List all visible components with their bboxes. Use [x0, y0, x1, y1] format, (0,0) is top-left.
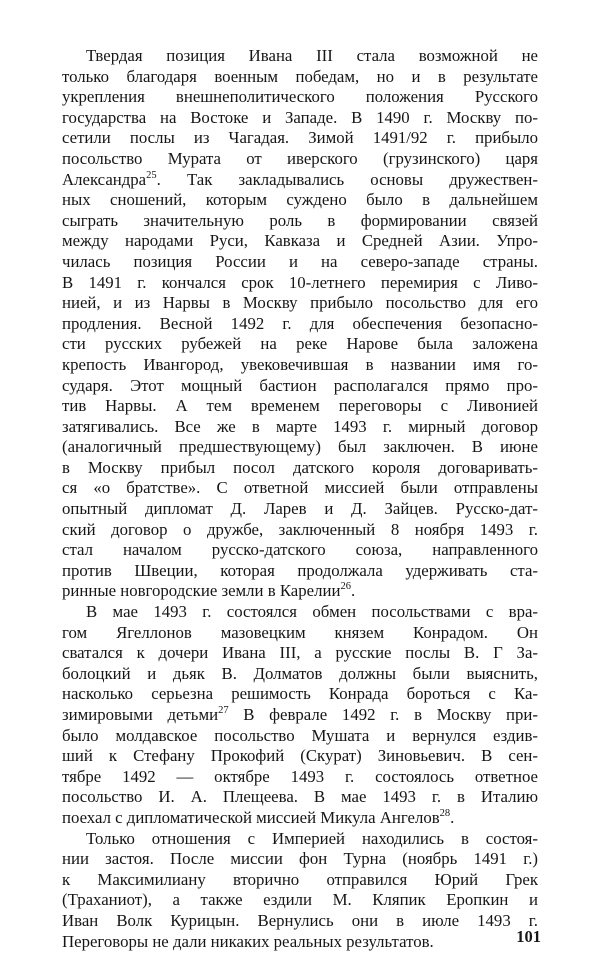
text-line — [62, 334, 538, 355]
line-text-continued: В феврале 1492 г. в Москву при- — [228, 705, 538, 724]
footnote-marker: 25 — [146, 169, 157, 181]
line-text-continued: . Так закладывались основы дружествен- — [156, 169, 538, 189]
text-line — [62, 314, 538, 335]
text-line — [62, 499, 538, 520]
text-line — [62, 787, 538, 808]
line-text: болоцкий и дьяк В. Долматов должны были выяснить, — [62, 663, 538, 683]
text-line — [62, 829, 538, 850]
line-text: между народами Руси, Кавказа и Средней Азии. Упро- — [62, 231, 538, 251]
line-text: в Москву прибыл посол датского короля договаривать- — [62, 457, 538, 477]
text-line — [62, 684, 538, 705]
text-line — [62, 911, 538, 932]
line-text-continued: . — [350, 581, 356, 601]
text-line — [62, 540, 538, 561]
text-line — [62, 190, 538, 211]
text-line — [62, 705, 538, 726]
line-text: Переговоры не дали никаких реальных результатов. — [62, 931, 434, 951]
line-text: было молдавское посольство Мушата и вернулся ездив- — [62, 725, 538, 745]
text-line — [62, 849, 538, 870]
text-line — [62, 149, 538, 170]
text-line — [62, 581, 538, 602]
line-text: крепость Ивангород, увековечившая в названии имя го- — [62, 354, 538, 374]
line-text: укрепления внешнеполитического положения Русского — [62, 87, 538, 107]
text-line — [62, 602, 538, 623]
text-line — [62, 932, 538, 953]
line-text: посольство И. А. Плещеева. В мае 1493 г. в Италию — [62, 787, 538, 807]
text-line — [62, 396, 538, 417]
text-line — [62, 252, 538, 273]
text-line — [62, 561, 538, 582]
line-text: ся «о братстве». С ответной миссией были отправлены — [62, 478, 538, 498]
line-text: сти русских рубежей на реке Нарове была заложена — [62, 334, 538, 354]
line-text: сударя. Этот мощный бастион располагался прямо про- — [62, 375, 538, 395]
line-text: ринные новгородские земли в Карелии — [62, 581, 341, 601]
line-text: затягивались. Все же в марте 1493 г. мирный договор — [62, 416, 538, 436]
text-line — [62, 211, 538, 232]
text-line — [62, 520, 538, 541]
text-line — [62, 458, 538, 479]
page-text — [62, 46, 538, 952]
line-text: ский договор о дружбе, заключенный 8 ноября 1493 г. — [62, 519, 538, 539]
line-text: насколько серьезна решимость Конрада бороться с Ка- — [62, 684, 538, 704]
text-line — [62, 231, 538, 252]
text-line — [62, 417, 538, 438]
line-text: Александра — [62, 169, 147, 189]
line-text: сетили послы из Чагадая. Зимой 1491/92 г. прибыло — [62, 128, 538, 148]
footnote-marker: 27 — [218, 705, 229, 716]
text-line — [62, 355, 538, 376]
text-line — [62, 67, 538, 88]
text-line — [62, 437, 538, 458]
line-text: Твердая позиция Ивана III стала возможной не — [86, 46, 538, 65]
footnote-marker: 28 — [439, 807, 451, 819]
line-text: поехал с дипломатической миссией Микула Ангелов — [62, 807, 440, 827]
line-text: продления. Весной 1492 г. для обеспечения безопасно- — [62, 313, 538, 333]
line-text: Иван Волк Курицын. Вернулись они в июле 1493 г. — [62, 910, 538, 930]
text-line — [62, 87, 538, 108]
line-text: гом Ягеллонов мазовецким князем Конрадом. Он — [62, 622, 538, 642]
line-text: нией, и из Нарвы в Москву прибыло посольство для его — [62, 293, 538, 313]
text-line — [62, 664, 538, 685]
line-text: ных сношений, которым суждено было в дальнейшем — [62, 190, 538, 210]
text-line — [62, 376, 538, 397]
line-text: к Максимилиану вторично отправился Юрий Грек — [62, 869, 538, 889]
text-line — [62, 726, 538, 747]
line-text: только благодаря военным победам, но и в результате — [62, 66, 538, 86]
line-text: (аналогичный предшествующему) был заключен. В июне — [62, 437, 538, 457]
text-line — [62, 478, 538, 499]
line-text: (Траханиот), а также ездили М. Кляпик Еропкин и — [62, 890, 538, 910]
text-line — [62, 273, 538, 294]
line-text: нии застоя. После миссии фон Турна (ноябрь 1491 г.) — [62, 849, 538, 869]
text-line — [62, 767, 538, 788]
line-text: В 1491 г. кончался срок 10-летнего перемирия с Ливо- — [62, 272, 538, 292]
paragraph — [62, 829, 538, 953]
line-text: тябре 1492 — октябре 1493 г. состоялось ответное — [62, 766, 538, 786]
text-line — [62, 293, 538, 314]
paragraph — [62, 602, 538, 829]
line-text: тив Нарвы. А тем временем переговоры с Ливонией — [62, 396, 538, 416]
line-text: против Швеции, которая продолжала удерживать ста- — [62, 560, 538, 580]
line-text: Только отношения с Империей находились в состоя- — [86, 828, 538, 848]
line-text-continued: . — [450, 807, 455, 827]
text-line — [62, 128, 538, 149]
line-text: ший к Стефану Прокофий (Скурат) Зиновьевич. В сен- — [62, 746, 538, 766]
line-text: посольство Мурата от иверского (грузинского) царя — [62, 148, 538, 168]
line-text: сватался к дочери Ивана III, а русские послы В. Г За- — [62, 643, 538, 663]
text-line — [62, 170, 538, 191]
text-line — [62, 643, 538, 664]
line-text: государства на Востоке и Западе. В 1490 г. Москву по- — [62, 107, 538, 127]
text-line — [62, 808, 538, 829]
line-text: опытный дипломат Д. Ларев и Д. Зайцев. Русско-дат- — [62, 499, 538, 519]
page-number: 101 — [516, 927, 541, 946]
line-text: зимировыми детьми — [62, 705, 219, 724]
text-line — [62, 870, 538, 891]
line-text: В мае 1493 г. состоялся обмен посольствами с вра- — [86, 602, 538, 622]
text-line — [62, 746, 538, 767]
footnote-marker: 26 — [340, 581, 351, 593]
line-text: стал началом русско-датского союза, направленного — [62, 540, 538, 560]
text-line — [62, 890, 538, 911]
text-line — [62, 623, 538, 644]
line-text: чилась позиция России и на северо-западе страны. — [62, 251, 538, 271]
line-text: сыграть значительную роль в формировании связей — [62, 210, 538, 230]
text-line — [62, 46, 538, 67]
text-line — [62, 108, 538, 129]
paragraph — [62, 46, 538, 602]
